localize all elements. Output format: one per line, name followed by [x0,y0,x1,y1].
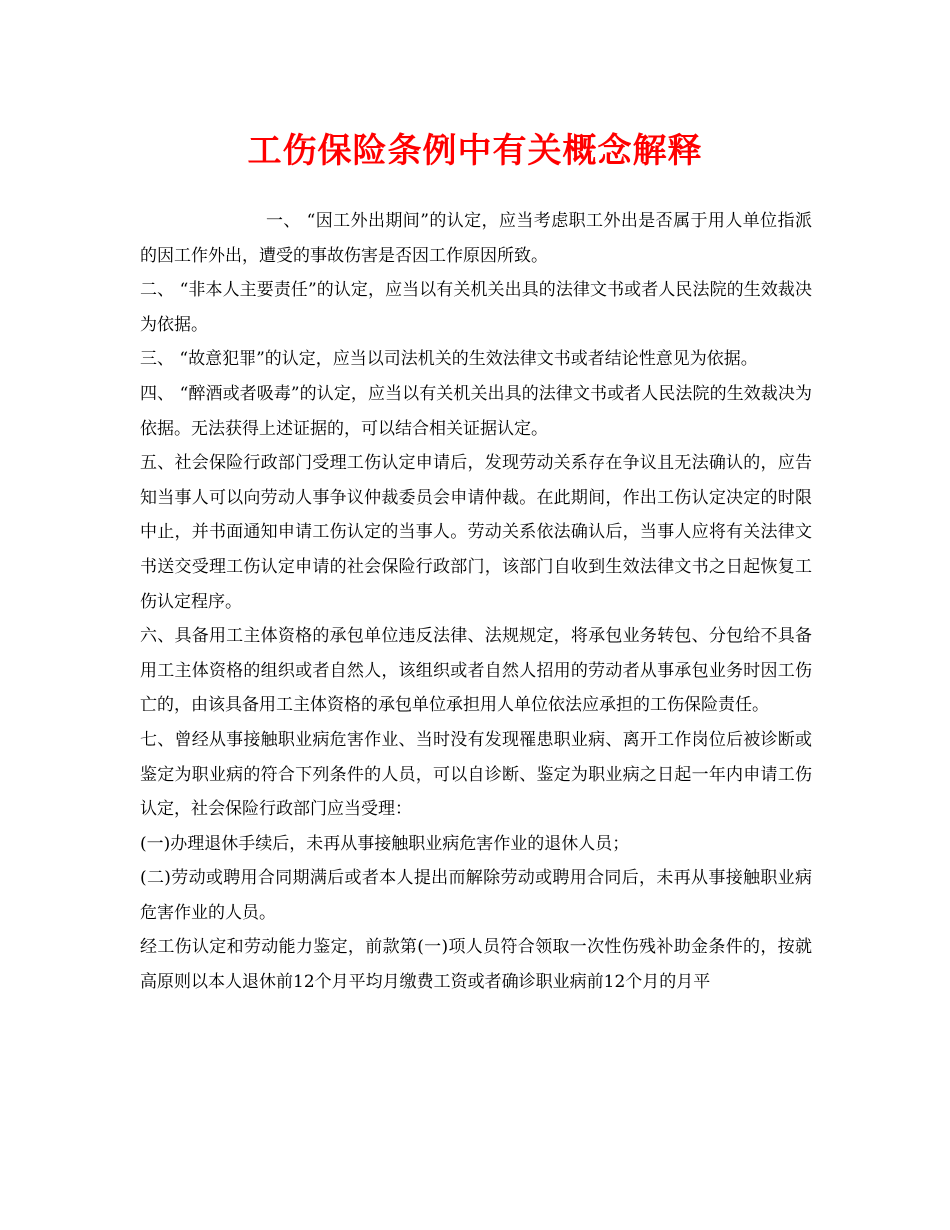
paragraph-10: 经工伤认定和劳动能力鉴定，前款第(一)项人员符合领取一次性伤残补助金条件的，按就高原则以本人退休前12个月平均月缴费工资或者确诊职业病前12个月的月平 [140,937,812,993]
paragraph-8: (一)办理退休手续后，未再从事接触职业病危害作业的退休人员； [140,833,630,854]
paragraph-5: 五、社会保险行政部门受理工伤认定申请后，发现劳动关系存在争议且无法确认的，应告知当事人可以向劳动人事争议仲裁委员会申请仲裁。在此期间，作出工伤认定决定的时限中止，并书面通知申请工伤认定的当事人。劳动关系依法确认后，当事人应将有关法律文书送交受理工伤认定申请的社会保险行政部门，该部门自收到生效法律文书之日起恢复工伤认定程序。 [140,453,812,612]
paragraph-4: 四、 “醉酒或者吸毒”的认定，应当以有关机关出具的法律文书或者人民法院的生效裁决为依据。无法获得上述证据的，可以结合相关证据认定。 [140,383,812,439]
paragraph-3: 三、 “故意犯罪”的认定，应当以司法机关的生效法律文书或者结论性意见为依据。 [140,349,758,370]
paragraph-9: (二)劳动或聘用合同期满后或者本人提出而解除劳动或聘用合同后，未再从事接触职业病危害作业的人员。 [140,868,812,923]
paragraph-7: 七、曾经从事接触职业病危害作业、当时没有发现罹患职业病、离开工作岗位后被诊断或鉴定为职业病的符合下列条件的人员，可以自诊断、鉴定为职业病之日起一年内申请工伤认定，社会保险行政部门应当受理： [140,729,812,820]
document-title: 工伤保险条例中有关概念解释 [247,131,703,171]
paragraph-6: 六、具备用工主体资格的承包单位违反法律、法规规定，将承包业务转包、分包给不具备用工主体资格的组织或者自然人，该组织或者自然人招用的劳动者从事承包业务时因工伤亡的，由该具备用工主体资格的承包单位承担用人单位依法应承担的工伤保险责任。 [140,626,812,716]
paragraph-2: 二、 “非本人主要责任”的认定，应当以有关机关出具的法律文书或者人民法院的生效裁决为依据。 [140,280,812,335]
document-body [140,204,812,1000]
paragraph-1: 一、 “因工外出期间”的认定，应当考虑职工外出是否属于用人单位指派的因工作外出，遭受的事故伤害是否因工作原因所致。 [140,211,812,266]
